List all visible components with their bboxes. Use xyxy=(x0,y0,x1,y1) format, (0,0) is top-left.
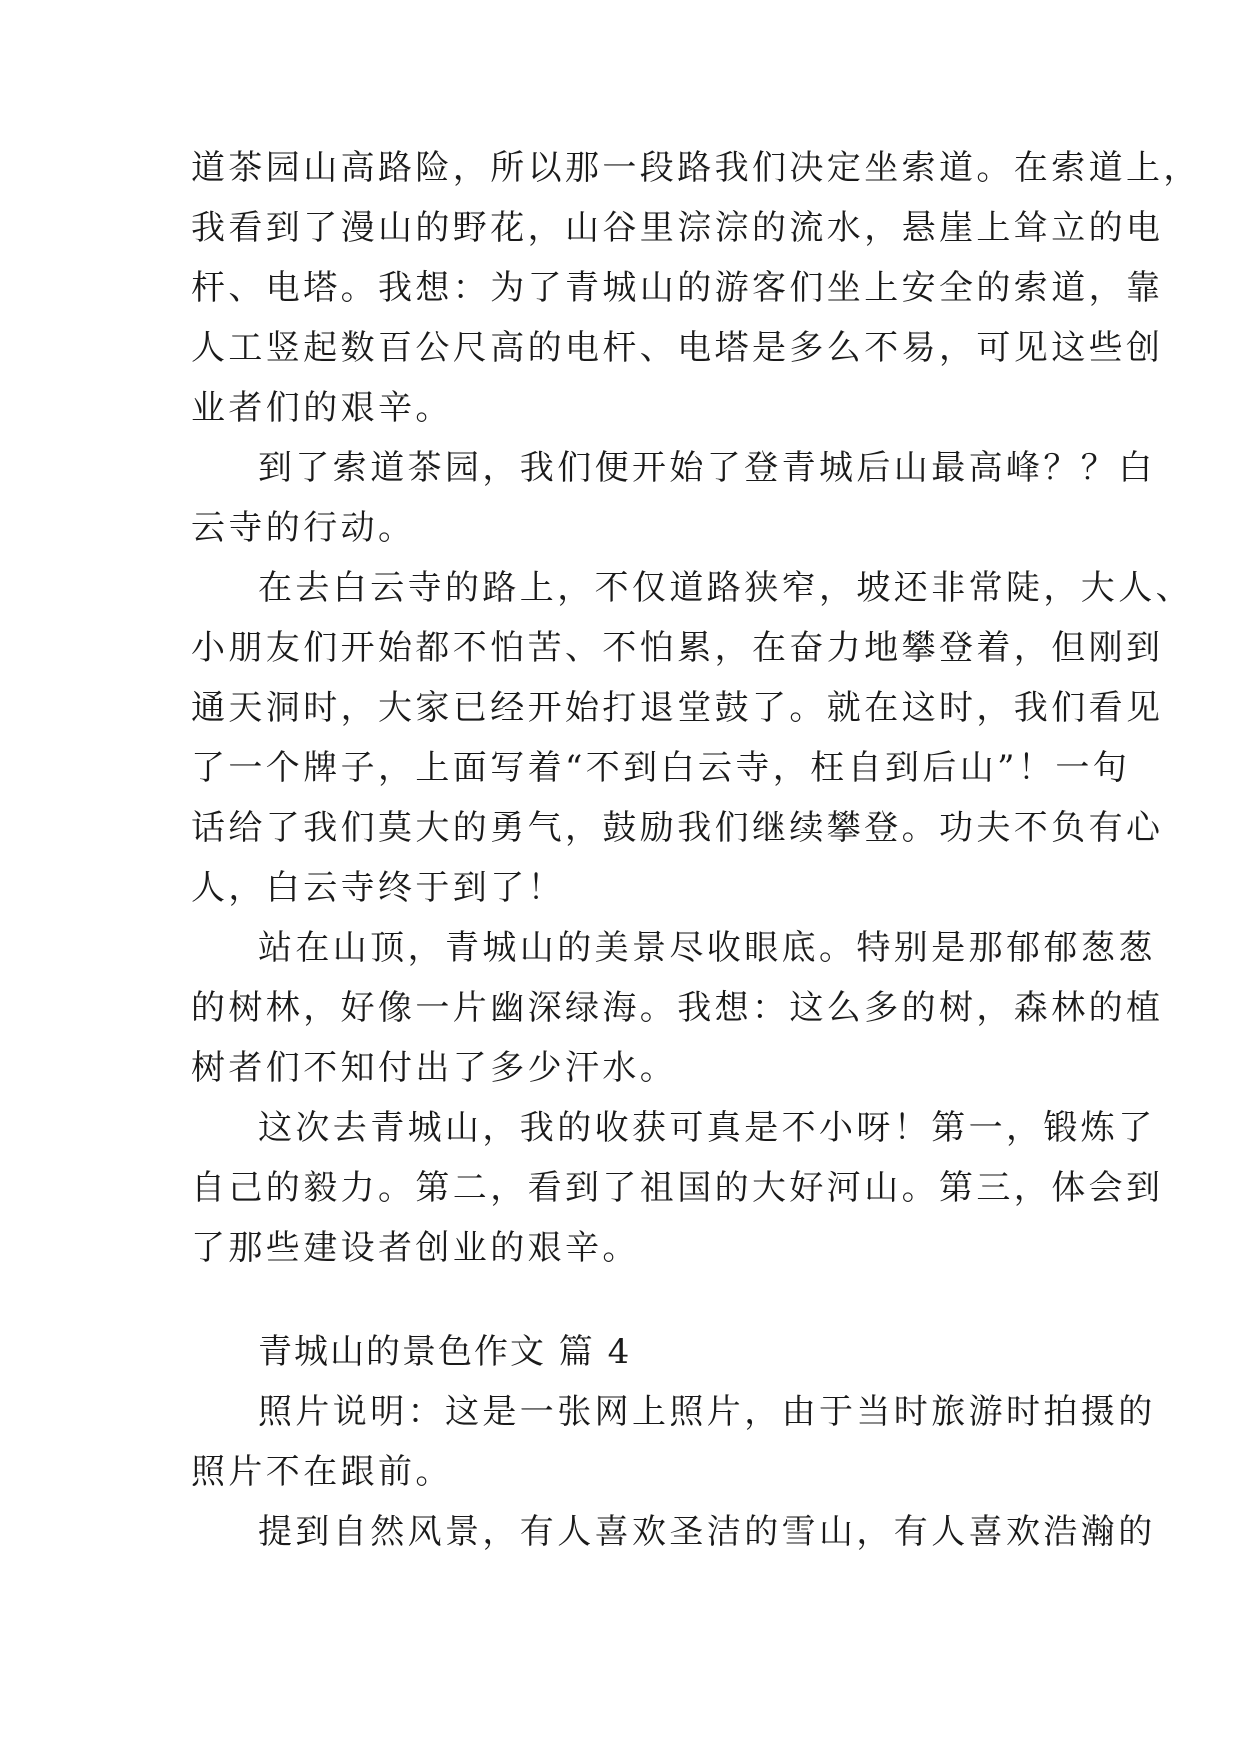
text-line: 照片说明：这是一张网上照片，由于当时旅游时拍摄的 xyxy=(258,1392,1156,1432)
text-line: 提到自然风景，有人喜欢圣洁的雪山，有人喜欢浩瀚的 xyxy=(258,1512,1156,1552)
text-line: 到了索道茶园，我们便开始了登青城后山最高峰？？白 xyxy=(258,448,1156,488)
text-line: 小朋友们开始都不怕苦、不怕累，在奋力地攀登着，但刚到 xyxy=(191,628,1164,668)
section-heading: 青城山的景色作文 篇 4 xyxy=(258,1332,632,1372)
text-line: 这次去青城山，我的收获可真是不小呀！第一，锻炼了 xyxy=(258,1108,1156,1148)
text-line: 树者们不知付出了多少汗水。 xyxy=(191,1048,678,1088)
text-line: 自己的毅力。第二，看到了祖国的大好河山。第三，体会到 xyxy=(191,1168,1164,1208)
text-line: 话给了我们莫大的勇气，鼓励我们继续攀登。功夫不负有心 xyxy=(191,808,1164,848)
text-line: 业者们的艰辛。 xyxy=(191,388,453,428)
text-line: 云寺的行动。 xyxy=(191,508,416,548)
text-line: 站在山顶，青城山的美景尽收眼底。特别是那郁郁葱葱 xyxy=(258,928,1156,968)
text-line: 人，白云寺终于到了！ xyxy=(191,868,565,908)
text-line: 的树林，好像一片幽深绿海。我想：这么多的树，森林的植 xyxy=(191,988,1164,1028)
text-line: 了那些建设者创业的艰辛。 xyxy=(191,1228,640,1268)
text-line: 通天洞时，大家已经开始打退堂鼓了。就在这时，我们看见 xyxy=(191,688,1164,728)
text-line: 了一个牌子，上面写着“不到白云寺，枉自到后山”！一句 xyxy=(191,748,1131,788)
text-line: 道茶园山高路险，所以那一段路我们决定坐索道。在索道上， xyxy=(191,148,1201,188)
text-line: 杆、电塔。我想：为了青城山的游客们坐上安全的索道，靠 xyxy=(191,268,1164,308)
text-line: 在去白云寺的路上，不仅道路狭窄，坡还非常陡，大人、 xyxy=(258,568,1193,608)
text-line: 照片不在跟前。 xyxy=(191,1452,453,1492)
text-line: 人工竖起数百公尺高的电杆、电塔是多么不易，可见这些创 xyxy=(191,328,1164,368)
text-line: 我看到了漫山的野花，山谷里淙淙的流水，悬崖上耸立的电 xyxy=(191,208,1164,248)
